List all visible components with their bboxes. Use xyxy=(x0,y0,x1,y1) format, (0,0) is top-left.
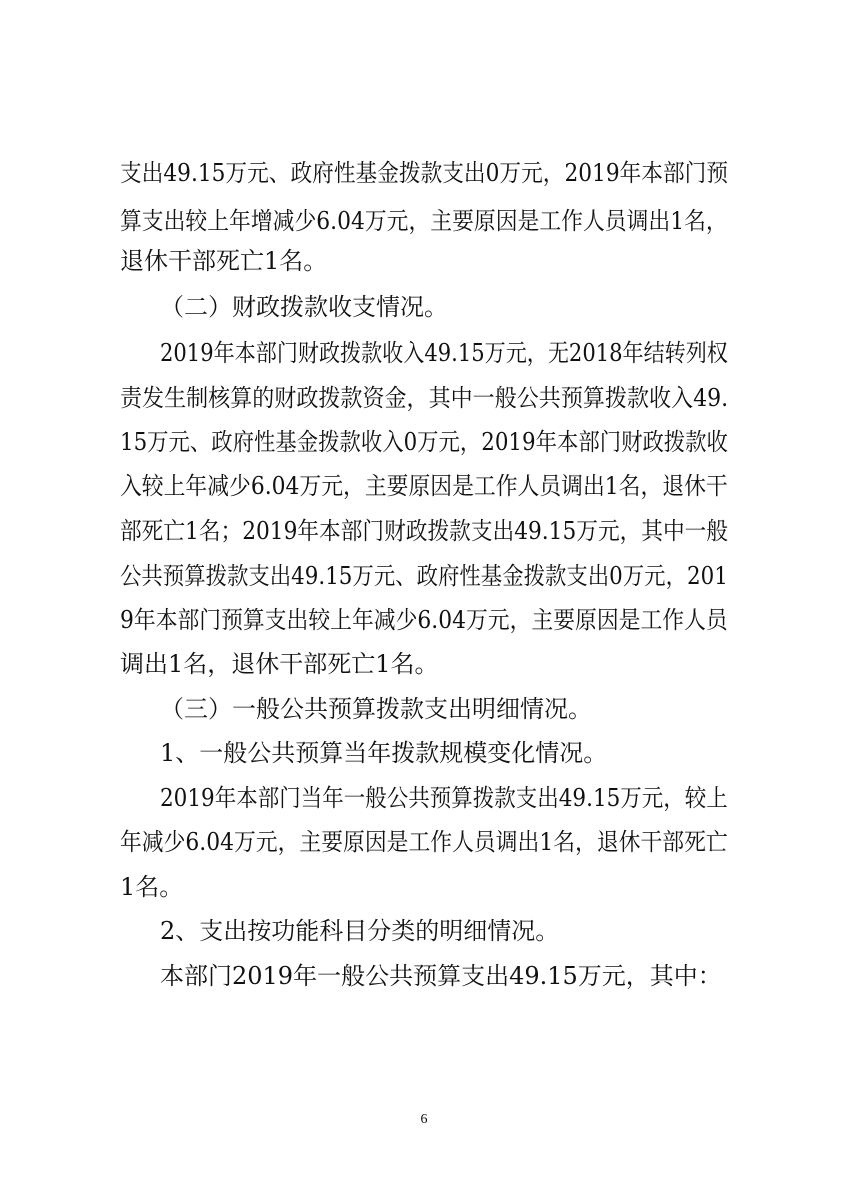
section-heading: （二）财政拨款收支情况。 xyxy=(160,293,448,321)
paragraph-line: 部死亡1名；2019年本部门财政拨款支出49.15万元，其中一般 xyxy=(120,517,729,545)
paragraph-line: 15万元、政府性基金拨款收入0万元，2019年本部门财政拨款收 xyxy=(120,428,728,456)
paragraph-line: 算支出较上年增减少6.04万元，主要原因是工作人员调出1名， xyxy=(120,207,728,235)
paragraph-line: 1名。 xyxy=(120,873,184,901)
paragraph-line: 支出49.15万元、政府性基金拨款支出0万元，2019年本部门预 xyxy=(120,159,729,187)
paragraph-line: 入较上年减少6.04万元，主要原因是工作人员调出1名，退休干 xyxy=(120,472,728,500)
paragraph-line: 退休干部死亡1名。 xyxy=(120,247,328,275)
paragraph-line: 调出1名，退休干部死亡1名。 xyxy=(120,650,439,678)
paragraph-line: 2019年本部门当年一般公共预算拨款支出49.15万元，较上 xyxy=(160,784,728,812)
paragraph-line: 公共预算拨款支出49.15万元、政府性基金拨款支出0万元，201 xyxy=(120,562,728,590)
page-number: 6 xyxy=(420,1112,428,1127)
paragraph-line: 本部门2019年一般公共预算支出49.15万元，其中： xyxy=(160,962,722,990)
paragraph-line: 9年本部门预算支出较上年减少6.04万元，主要原因是工作人员 xyxy=(120,606,728,634)
paragraph-line: 年减少6.04万元，主要原因是工作人员调出1名，退休干部死亡 xyxy=(120,828,728,856)
subsection-heading: 1、一般公共预算当年拨款规模变化情况。 xyxy=(160,739,608,767)
section-heading: （三）一般公共预算拨款支出明细情况。 xyxy=(160,695,592,723)
paragraph-line: 2019年本部门财政拨款收入49.15万元，无2018年结转列权 xyxy=(160,339,728,367)
paragraph-line: 责发生制核算的财政拨款资金，其中一般公共预算拨款收入49. xyxy=(120,384,729,412)
subsection-heading: 2、支出按功能科目分类的明细情况。 xyxy=(160,917,560,945)
